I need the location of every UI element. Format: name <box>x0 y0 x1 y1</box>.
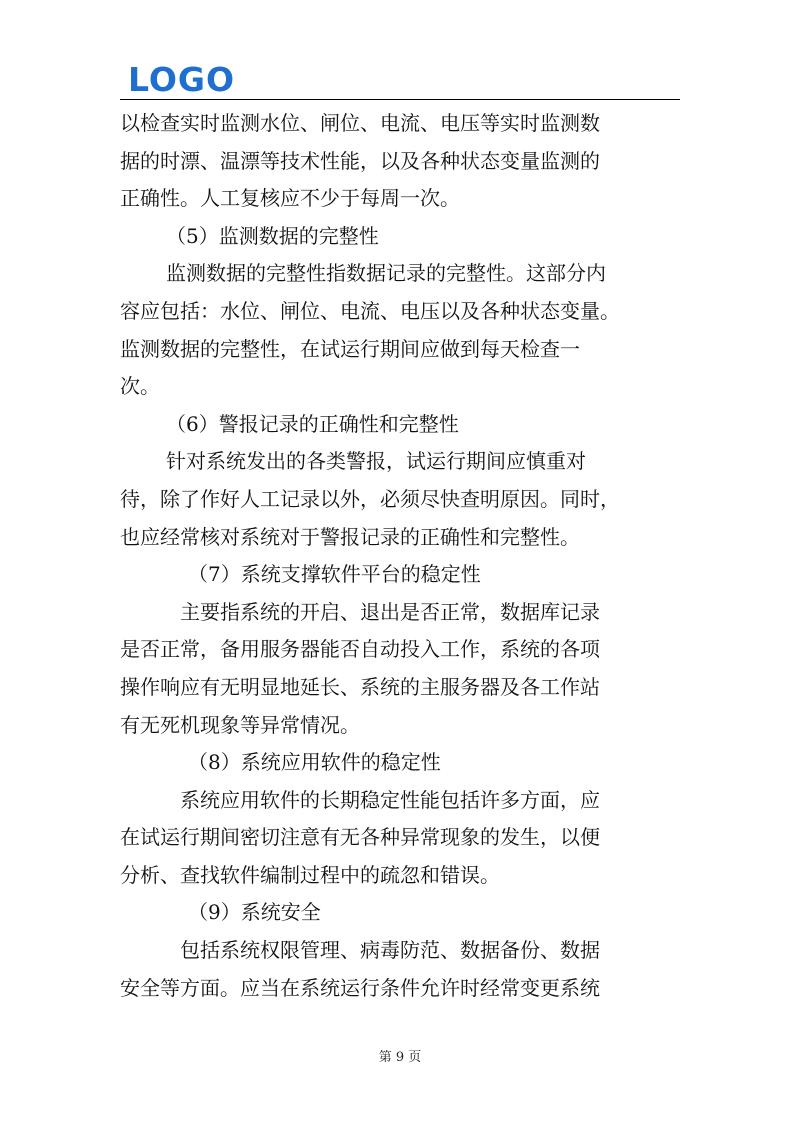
text-line: （7）系统支撑软件平台的稳定性 <box>188 562 481 587</box>
text-line: 操作响应有无明显地延长、系统的主服务器及各工作站 <box>120 674 600 699</box>
text-line: 系统应用软件的长期稳定性能包括许多方面，应 <box>180 787 600 812</box>
page-header <box>120 60 680 102</box>
header-divider <box>120 99 680 100</box>
text-line: 分析、查找软件编制过程中的疏忽和错误。 <box>120 862 500 887</box>
text-line: 以检查实时监测水位、闸位、电流、电压等实时监测数 <box>120 111 600 135</box>
logo: LOGO <box>128 60 236 99</box>
text-line: 容应包括：水位、闸位、电流、电压以及各种状态变量。 <box>120 298 620 323</box>
text-line: （8）系统应用软件的稳定性 <box>188 750 441 775</box>
text-line: 监测数据的完整性，在试运行期间应做到每天检查一 <box>120 336 580 361</box>
text-line: 据的时漂、温漂等技术性能，以及各种状态变量监测的 <box>120 148 600 173</box>
document-body <box>120 105 640 1007</box>
text-line: 有无死机现象等异常情况。 <box>120 712 360 737</box>
text-line: （6）警报记录的正确性和完整性 <box>166 411 459 436</box>
text-line: 是否正常，备用服务器能否自动投入工作，系统的各项 <box>120 637 600 662</box>
text-line: 安全等方面。应当在系统运行条件允许时经常变更系统 <box>120 975 600 1000</box>
text-line: 监测数据的完整性指数据记录的完整性。这部分内 <box>166 261 606 286</box>
text-line: 在试运行期间密切注意有无各种异常现象的发生，以便 <box>120 825 600 850</box>
text-line: （9）系统安全 <box>188 900 321 925</box>
text-line: （5）监测数据的完整性 <box>166 223 379 248</box>
text-line: 主要指系统的开启、退出是否正常，数据库记录 <box>180 599 600 624</box>
text-line: 包括系统权限管理、病毒防范、数据备份、数据 <box>180 938 600 963</box>
text-line: 正确性。人工复核应不少于每周一次。 <box>120 186 460 211</box>
text-line: 待，除了作好人工记录以外，必须尽快查明原因。同时， <box>120 486 620 511</box>
text-line: 针对系统发出的各类警报，试运行期间应慎重对 <box>166 449 586 474</box>
text-line: 也应经常核对系统对于警报记录的正确性和完整性。 <box>120 524 580 549</box>
page-number: 第 9 页 <box>378 1050 422 1065</box>
text-line: 次。 <box>120 374 160 399</box>
